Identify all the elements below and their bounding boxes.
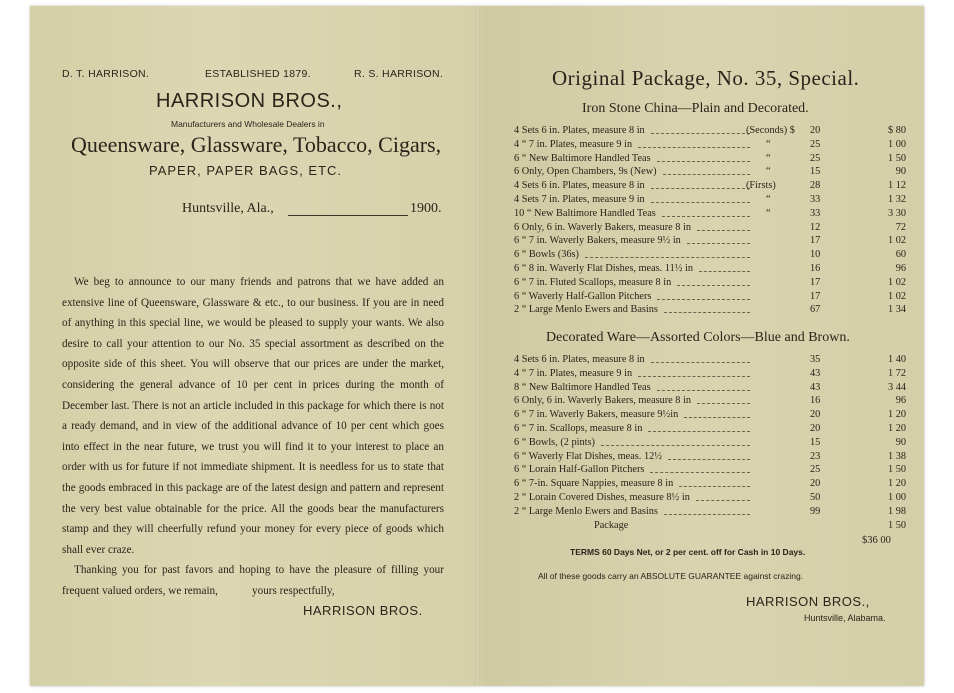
item-note: “ <box>766 193 771 205</box>
place-label: Huntsville, Ala., <box>182 201 274 216</box>
item-quantity: 25 <box>810 138 821 150</box>
item-description: 6 Only, 6 in. Waverly Bakers, measure 8 in <box>514 221 692 233</box>
table-row <box>514 381 906 395</box>
dot-leader <box>651 188 750 189</box>
table-row <box>514 463 906 477</box>
dot-leader <box>697 230 750 231</box>
item-note: “ <box>766 138 771 150</box>
item-description: 6 Only, 6 in. Waverly Bakers, measure 8 in <box>514 395 692 407</box>
dot-leader <box>651 202 750 203</box>
dot-leader <box>638 376 750 377</box>
table-row <box>514 234 906 248</box>
item-amount: 1 32 <box>887 193 906 205</box>
item-quantity: 20 <box>810 409 821 421</box>
dot-leader <box>638 147 750 148</box>
item-amount: 1 50 <box>887 152 906 164</box>
dot-leader <box>699 271 750 272</box>
table-row <box>514 193 906 207</box>
table-row <box>514 408 906 422</box>
item-quantity: 17 <box>810 235 821 247</box>
item-description: 6 “ New Baltimore Handled Teas <box>514 152 651 164</box>
table-row <box>514 367 906 381</box>
item-quantity: 50 <box>810 491 821 503</box>
header-left-name: D. T. HARRISON. <box>62 68 150 80</box>
item-description: 2 “ Lorain Covered Dishes, measure 8½ in <box>514 491 690 503</box>
item-description: Package <box>594 519 629 531</box>
page-fold <box>476 6 479 686</box>
dot-leader <box>657 161 750 162</box>
item-amount: 96 <box>895 395 906 407</box>
item-quantity: 25 <box>810 464 821 476</box>
item-amount: 96 <box>895 262 906 274</box>
table-row <box>514 353 906 367</box>
table-row <box>514 491 906 505</box>
table-row <box>514 207 906 221</box>
item-quantity: 33 <box>810 207 821 219</box>
item-description: 4 Sets 6 in. Plates, measure 8 in <box>514 125 645 136</box>
right-signature: HARRISON BROS., <box>746 594 870 609</box>
table-row <box>514 519 906 533</box>
section-iron-stone: Iron Stone China—Plain and Decorated. <box>582 101 809 116</box>
table-row <box>514 505 906 519</box>
item-amount: 1 02 <box>887 290 906 302</box>
dot-leader <box>651 133 750 134</box>
item-amount: 1 02 <box>887 235 906 247</box>
item-amount: 1 38 <box>887 450 906 462</box>
letter-paragraph-2: Thanking you for past favors and hoping to have the pleasure of filling your frequent valued orders, we remain, <box>62 564 444 597</box>
product-lines-secondary: PAPER, PAPER BAGS, ETC. <box>149 163 343 178</box>
item-amount: 1 00 <box>887 491 906 503</box>
table-row <box>514 477 906 491</box>
date-blank-line <box>288 215 408 216</box>
item-quantity: 16 <box>810 262 821 274</box>
item-description: 4 “ 7 in. Plates, measure 9 in <box>514 138 633 150</box>
item-amount: 1 12 <box>887 180 906 192</box>
dot-leader <box>668 459 750 460</box>
item-amount: 1 50 <box>887 464 906 476</box>
item-amount: 1 50 <box>887 519 906 531</box>
item-quantity: 99 <box>810 505 821 517</box>
payment-terms: TERMS 60 Days Net, or 2 per cent. off for Cash in 10 Days. <box>570 547 806 557</box>
dot-leader <box>664 312 750 313</box>
header-right-name: R. S. HARRISON. <box>354 68 444 80</box>
tagline: Manufacturers and Wholesale Dealers in <box>171 119 325 129</box>
dot-leader <box>664 514 750 515</box>
item-amount: 60 <box>895 249 906 261</box>
left-signature: HARRISON BROS. <box>303 603 423 618</box>
guarantee-note: All of these goods carry an ABSOLUTE GUARANTEE against crazing. <box>538 571 804 581</box>
item-description: 6 “ Waverly Flat Dishes, meas. 12½ <box>514 450 662 462</box>
item-amount: 3 44 <box>887 381 906 393</box>
table-row <box>514 450 906 464</box>
item-amount: 90 <box>895 436 906 448</box>
dot-leader <box>677 285 750 286</box>
item-description: 2 “ Large Menlo Ewers and Basins <box>514 304 658 316</box>
item-quantity: 43 <box>810 381 821 393</box>
item-description: 6 “ Bowls, (2 pints) <box>514 436 595 448</box>
table-row <box>514 262 906 276</box>
item-quantity: 20 <box>810 478 821 490</box>
item-quantity: 35 <box>810 354 821 365</box>
item-note: (Firsts) <box>746 180 776 192</box>
item-amount: 3 30 <box>887 207 906 219</box>
item-amount: 1 20 <box>887 409 906 421</box>
items-table-2 <box>514 353 906 532</box>
company-name: HARRISON BROS., <box>156 90 343 112</box>
item-description: 6 “ Lorain Half-Gallon Pitchers <box>514 464 645 476</box>
item-quantity: 25 <box>810 152 821 164</box>
item-description: 6 “ Bowls (36s) <box>514 249 579 261</box>
item-description: 6 “ Waverly Half-Gallon Pitchers <box>514 290 652 302</box>
item-quantity: 33 <box>810 193 821 205</box>
item-note: “ <box>766 207 771 219</box>
dot-leader <box>662 216 750 217</box>
dot-leader <box>650 472 750 473</box>
letter-paragraph-1: We beg to announce to our many friends and patrons that we have added an extensive line of Queensware, Glassware & etc., to our business. If you are in need of anything in this special line, we would be pleased to supply your wants. We also desire to call your attention to our No. 35 special assortment as described on the opposite side of this sheet. You will observe that our prices are under the market, considering the general advance of 10 per cent in prices during the month of December last. There is not an article included in this package for which there is not a ready demand, and in view of the additional advance of 10 per cent which goes into effect in the near future, we trust you will find it to your interest to place an order with us for future if not immediate shipment. It is needless for us to state that the goods embraced in this package are of the latest design and pattern and represent the very best value obtainable for the price. All the goods bear the manufacturers stamp and they will cheerfully refund your money for every piece of goods which shall ever craze. <box>62 276 444 556</box>
table-row <box>514 422 906 436</box>
item-description: 4 Sets 6 in. Plates, measure 8 in <box>514 180 645 192</box>
item-description: 6 “ 7-in. Square Nappies, measure 8 in <box>514 478 674 490</box>
table-row <box>514 290 906 304</box>
dot-leader <box>657 390 750 391</box>
item-description: 8 “ New Baltimore Handled Teas <box>514 381 651 393</box>
dot-leader <box>657 299 750 300</box>
product-lines: Queensware, Glassware, Tobacco, Cigars, <box>71 132 442 157</box>
item-amount: 1 98 <box>887 505 906 517</box>
item-amount: 1 40 <box>887 354 906 365</box>
item-quantity: 16 <box>810 395 821 407</box>
dot-leader <box>601 445 750 446</box>
item-quantity: 67 <box>810 304 821 316</box>
package-title: Original Package, No. 35, Special. <box>552 66 860 90</box>
item-amount: 1 72 <box>887 367 906 379</box>
item-description: 6 “ 7 in. Fluted Scallops, measure 8 in <box>514 276 672 288</box>
dot-leader <box>585 257 750 258</box>
item-description: 6 “ 8 in. Waverly Flat Dishes, meas. 11½ in <box>514 262 694 274</box>
dot-leader <box>684 417 750 418</box>
dot-leader <box>663 174 750 175</box>
item-amount: 90 <box>895 166 906 178</box>
item-description: 4 Sets 6 in. Plates, measure 8 in <box>514 354 645 365</box>
item-amount: $ 80 <box>887 125 906 136</box>
item-amount: 1 02 <box>887 276 906 288</box>
dot-leader <box>651 362 750 363</box>
table-row <box>514 276 906 290</box>
closing-phrase: yours respectfully, <box>252 585 335 597</box>
letter-body <box>62 272 444 602</box>
table-row <box>514 248 906 262</box>
item-quantity: 20 <box>810 125 821 136</box>
section-decorated-ware: Decorated Ware—Assorted Colors—Blue and Brown. <box>546 330 850 345</box>
item-amount: 1 34 <box>887 304 906 316</box>
table-row <box>514 436 906 450</box>
item-note: “ <box>766 166 771 178</box>
item-quantity: 23 <box>810 450 821 462</box>
item-description: 6 Only, Open Chambers, 9s (New) <box>514 166 657 178</box>
dot-leader <box>697 403 750 404</box>
item-quantity: 17 <box>810 276 821 288</box>
item-description: 2 “ Large Menlo Ewers and Basins <box>514 505 658 517</box>
item-quantity: 12 <box>810 221 821 233</box>
item-amount: 1 20 <box>887 478 906 490</box>
item-note: “ <box>766 152 771 164</box>
total-amount: $36 00 <box>862 535 891 546</box>
items-table-1 <box>514 124 906 317</box>
item-description: 6 “ 7 in. Waverly Bakers, measure 9½in <box>514 409 679 421</box>
item-quantity: 15 <box>810 166 821 178</box>
table-row <box>514 303 906 317</box>
item-description: 10 “ New Baltimore Handled Teas <box>514 207 656 219</box>
dot-leader <box>679 486 750 487</box>
item-quantity: 20 <box>810 422 821 434</box>
table-row <box>514 165 906 179</box>
dot-leader <box>648 431 750 432</box>
table-row <box>514 124 906 138</box>
table-row <box>514 179 906 193</box>
city-label: Huntsville, Alabama. <box>804 613 886 623</box>
header-established: ESTABLISHED 1879. <box>205 68 311 80</box>
item-description: 4 Sets 7 in. Plates, measure 9 in <box>514 193 645 205</box>
item-description: 6 “ 7 in. Scallops, measure 8 in <box>514 422 643 434</box>
item-amount: 1 20 <box>887 422 906 434</box>
year-label: 1900. <box>410 201 442 216</box>
item-quantity: 43 <box>810 367 821 379</box>
item-quantity: 17 <box>810 290 821 302</box>
item-note: (Seconds) $ <box>746 125 795 136</box>
item-quantity: 15 <box>810 436 821 448</box>
item-amount: 72 <box>895 221 906 233</box>
table-row <box>514 221 906 235</box>
item-quantity: 28 <box>810 180 821 192</box>
table-row <box>514 152 906 166</box>
item-amount: 1 00 <box>887 138 906 150</box>
item-description: 4 “ 7 in. Plates, measure 9 in <box>514 367 633 379</box>
dot-leader <box>687 243 750 244</box>
item-quantity: 10 <box>810 249 821 261</box>
table-row <box>514 138 906 152</box>
dot-leader <box>696 500 750 501</box>
table-row <box>514 394 906 408</box>
item-description: 6 “ 7 in. Waverly Bakers, measure 9½ in <box>514 235 681 247</box>
